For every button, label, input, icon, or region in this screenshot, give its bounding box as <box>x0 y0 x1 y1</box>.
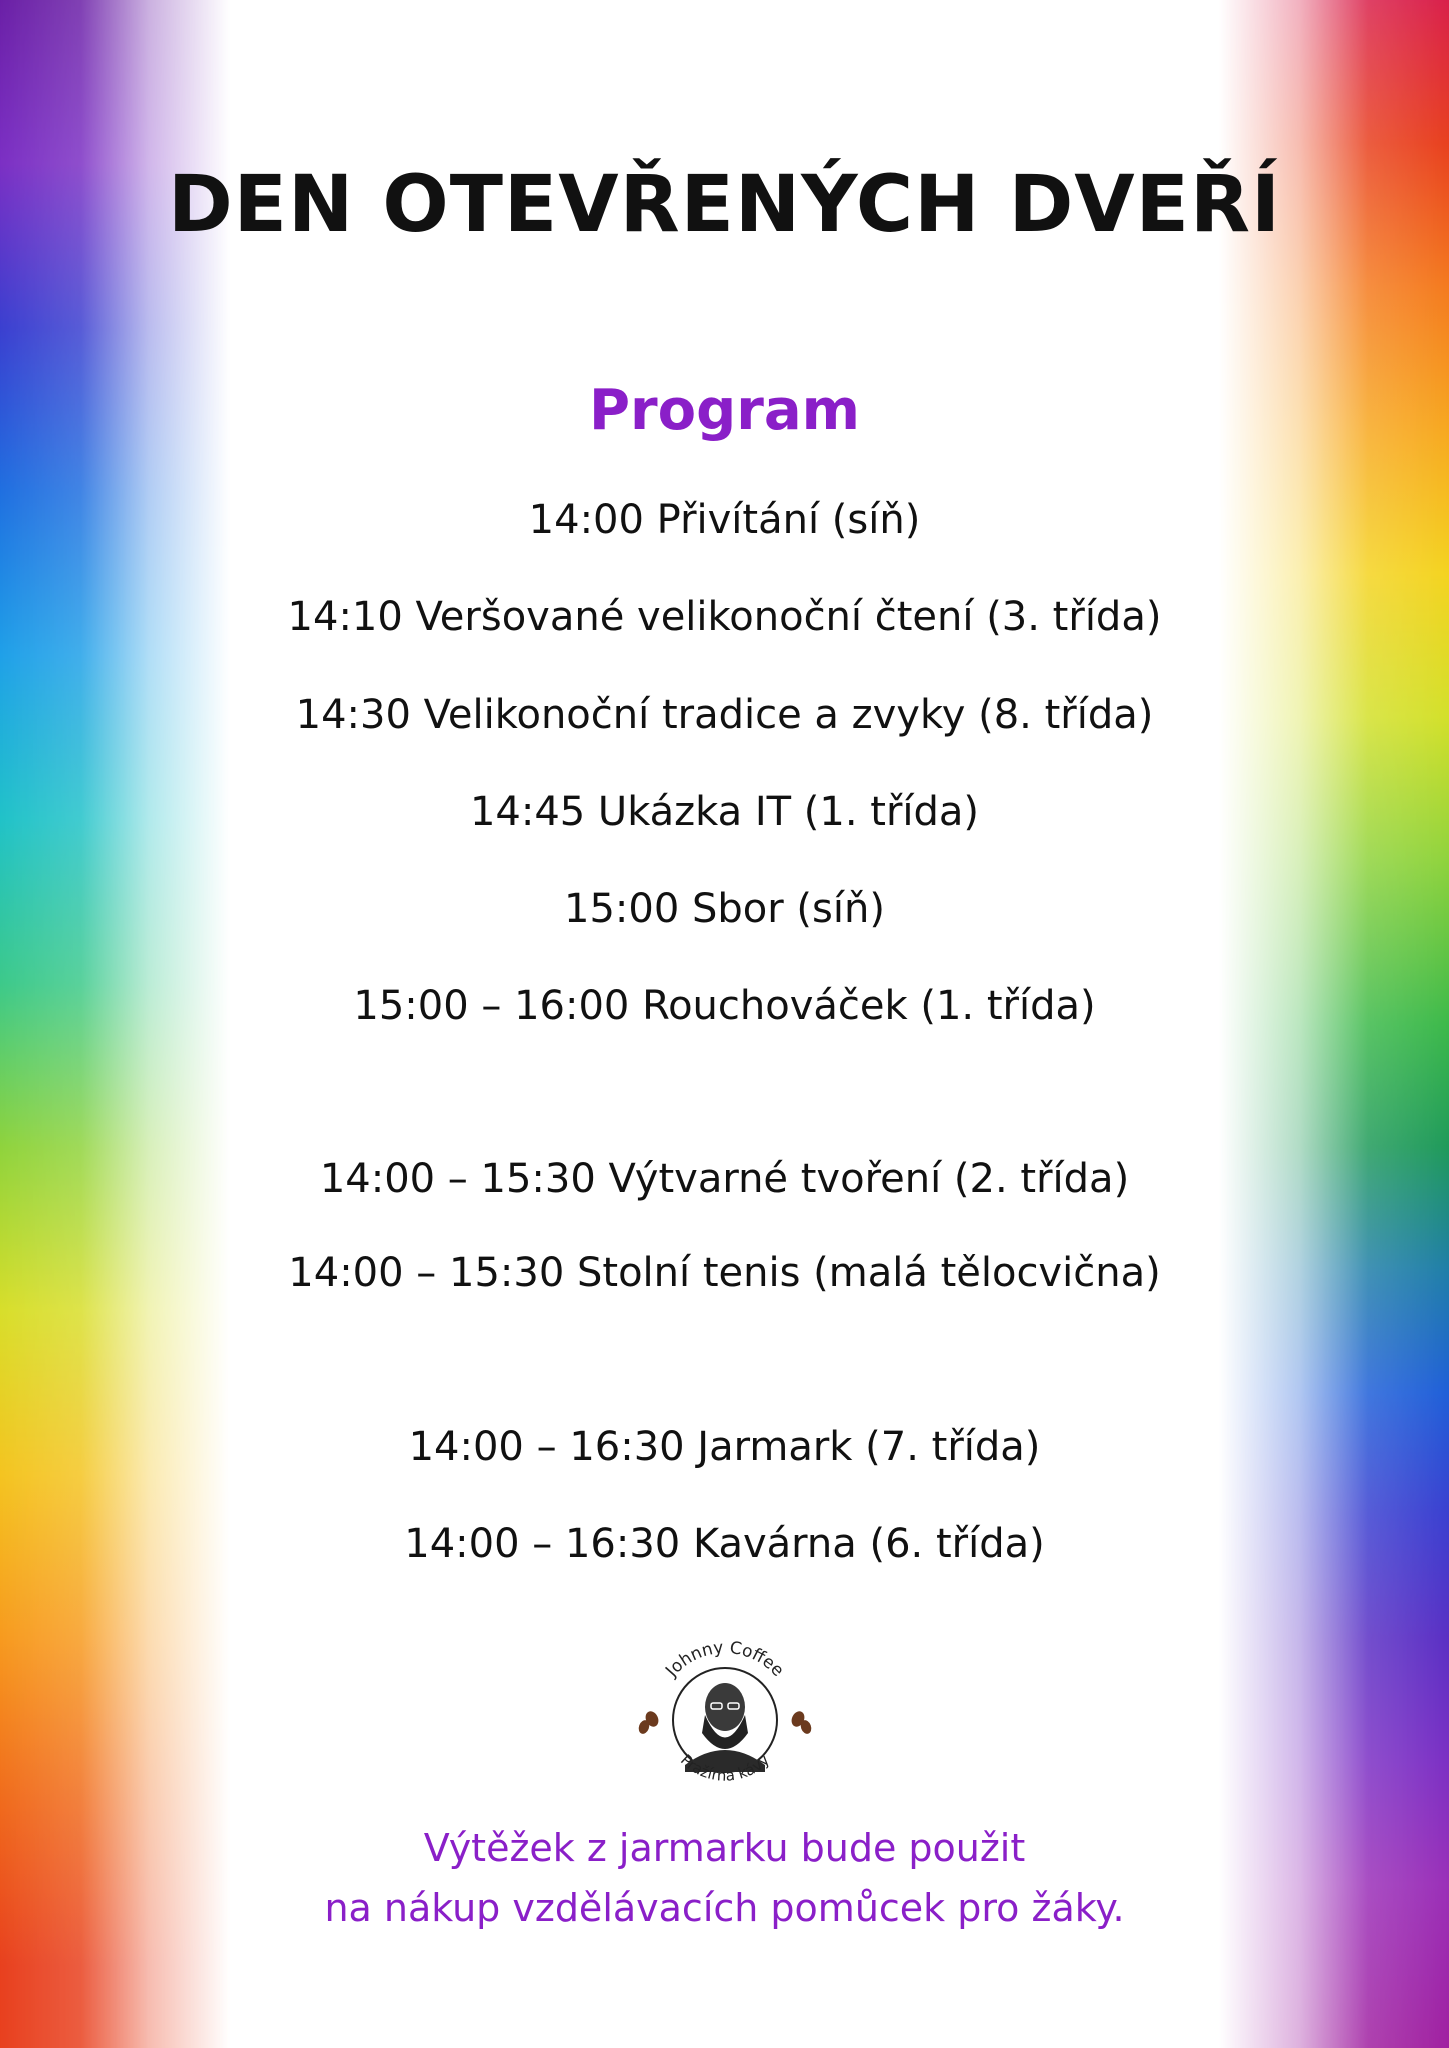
program-item: 15:00 Sbor (síň) <box>564 886 885 932</box>
logo-bottom-text: Pražírna kávy <box>676 1750 774 1785</box>
logo-top-text: Johnny Coffee <box>661 1637 788 1681</box>
program-item: 14:10 Veršované velikonoční čtení (3. třída) <box>287 594 1162 640</box>
proceeds-note-line-2: na nákup vzdělávacích pomůcek pro žáky. <box>324 1886 1125 1930</box>
program-item: 14:00 Přivítání (síň) <box>528 497 921 543</box>
page-title: DEN OTEVŘENÝCH DVEŘÍ <box>167 160 1282 250</box>
proceeds-note-line-1: Výtěžek z jarmarku bude použit <box>423 1826 1026 1870</box>
program-heading: Program <box>589 378 860 443</box>
johnny-coffee-logo <box>630 1615 820 1805</box>
program-item: 14:00 – 15:30 Stolní tenis (malá tělocvična) <box>288 1250 1161 1296</box>
program-item: 15:00 – 16:00 Rouchováček (1. třída) <box>353 983 1096 1029</box>
program-item: 14:00 – 15:30 Výtvarné tvoření (2. třída) <box>319 1156 1130 1202</box>
program-item: 14:00 – 16:30 Jarmark (7. třída) <box>408 1424 1041 1470</box>
program-item: 14:45 Ukázka IT (1. třída) <box>469 789 980 835</box>
program-item: 14:00 – 16:30 Kavárna (6. třída) <box>404 1521 1045 1567</box>
program-item: 14:30 Velikonoční tradice a zvyky (8. třída) <box>295 692 1154 738</box>
